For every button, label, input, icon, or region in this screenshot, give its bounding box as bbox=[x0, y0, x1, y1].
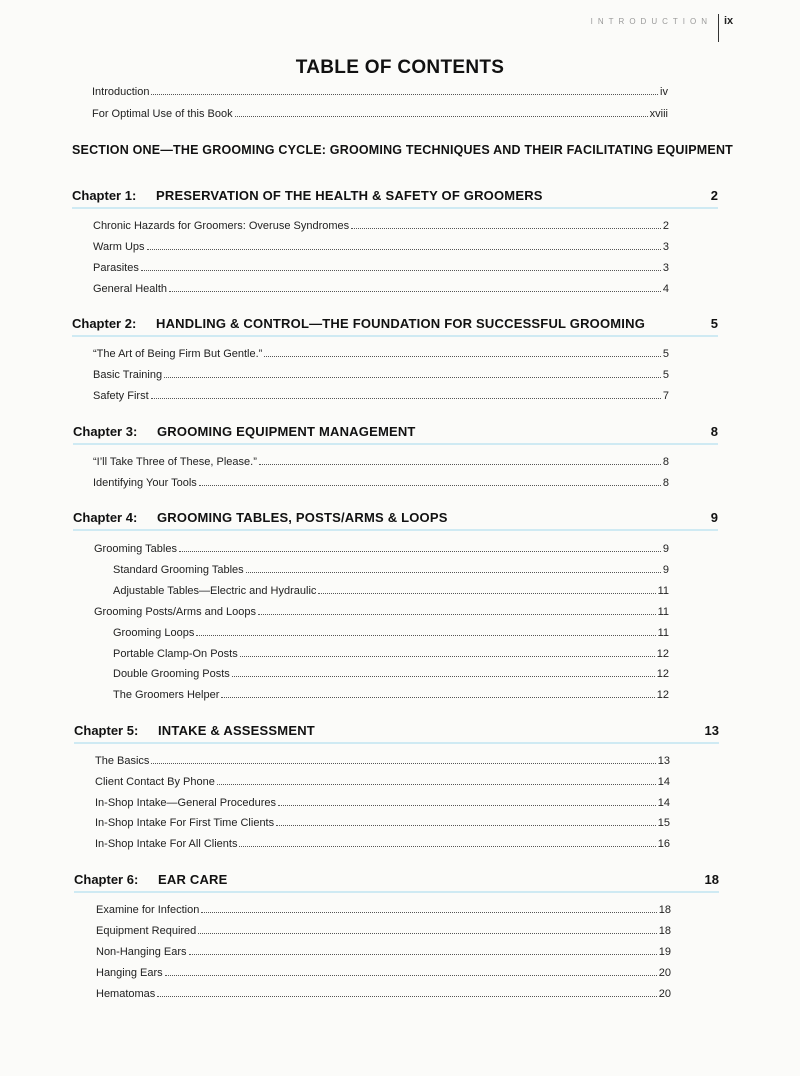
toc-entry-page: 20 bbox=[658, 967, 671, 979]
toc-entry-title: Safety First bbox=[93, 390, 149, 402]
toc-entry-page: 2 bbox=[662, 220, 669, 232]
toc-entry-title: Equipment Required bbox=[96, 925, 197, 937]
chapter-title: GROOMING TABLES, POSTS/ARMS & LOOPS bbox=[157, 510, 448, 525]
toc-entry-page: xviii bbox=[649, 108, 668, 120]
chapter-title: PRESERVATION OF THE HEALTH & SAFETY OF GROOMERS bbox=[156, 188, 543, 203]
running-header bbox=[0, 14, 800, 44]
chapter-label: Chapter 5: bbox=[74, 723, 139, 738]
chapter-underline bbox=[72, 207, 718, 209]
toc-entry-page: 12 bbox=[656, 668, 669, 680]
chapter-page: 9 bbox=[710, 510, 718, 525]
dot-leader bbox=[141, 269, 661, 271]
toc-entry-page: 14 bbox=[657, 776, 670, 788]
dot-leader bbox=[189, 953, 657, 955]
toc-entry[interactable] bbox=[93, 342, 669, 360]
toc-entry-page: 19 bbox=[658, 946, 671, 958]
chapter-heading[interactable] bbox=[74, 872, 719, 894]
toc-entry-page: 18 bbox=[658, 925, 671, 937]
toc-entry-title: “I’ll Take Three of These, Please.” bbox=[93, 456, 257, 468]
toc-entry[interactable] bbox=[96, 982, 671, 1000]
chapter-underline bbox=[74, 742, 719, 744]
chapter-page: 18 bbox=[704, 872, 719, 887]
page-title: TABLE OF CONTENTS bbox=[295, 57, 505, 78]
toc-entry-title: Standard Grooming Tables bbox=[113, 564, 244, 576]
toc-entry-title: Introduction bbox=[92, 86, 150, 98]
dot-leader bbox=[165, 974, 657, 976]
toc-entry-title: The Groomers Helper bbox=[113, 689, 220, 701]
dot-leader bbox=[201, 911, 656, 913]
chapter-label: Chapter 3: bbox=[73, 424, 138, 439]
dot-leader bbox=[221, 696, 654, 698]
toc-entry-title: In-Shop Intake For First Time Clients bbox=[95, 817, 275, 829]
toc-entry-page: 8 bbox=[662, 456, 669, 468]
chapter-label: Chapter 4: bbox=[73, 510, 138, 525]
toc-subentry[interactable] bbox=[113, 662, 669, 680]
toc-entry-page: 12 bbox=[656, 648, 669, 660]
toc-entry-title: In-Shop Intake—General Procedures bbox=[95, 797, 276, 809]
dot-leader bbox=[147, 248, 661, 250]
toc-entry-title: Parasites bbox=[93, 262, 139, 274]
toc-entry-page: 5 bbox=[662, 348, 669, 360]
toc-entry-page: 18 bbox=[658, 904, 671, 916]
toc-entry-title: For Optimal Use of this Book bbox=[92, 108, 233, 120]
toc-entry-title: Chronic Hazards for Groomers: Overuse Syndromes bbox=[93, 220, 350, 232]
dot-leader bbox=[258, 613, 656, 615]
toc-entry-title: Portable Clamp-On Posts bbox=[113, 648, 238, 660]
chapter-page: 8 bbox=[710, 424, 718, 439]
dot-leader bbox=[198, 932, 656, 934]
dot-leader bbox=[278, 804, 656, 806]
chapter-label: Chapter 6: bbox=[74, 872, 139, 887]
dot-leader bbox=[179, 550, 661, 552]
toc-entry-title: Non-Hanging Ears bbox=[96, 946, 187, 958]
dot-leader bbox=[276, 824, 656, 826]
dot-leader bbox=[318, 592, 655, 594]
toc-entry[interactable] bbox=[93, 214, 669, 232]
toc-entry[interactable] bbox=[93, 256, 669, 274]
toc-entry[interactable] bbox=[95, 749, 670, 767]
toc-entry-title: Client Contact By Phone bbox=[95, 776, 215, 788]
toc-subentry[interactable] bbox=[113, 642, 669, 660]
toc-entry-title: Double Grooming Posts bbox=[113, 668, 230, 680]
toc-entry-title: Grooming Loops bbox=[113, 627, 195, 639]
toc-entry[interactable] bbox=[96, 961, 671, 979]
chapter-title: INTAKE & ASSESSMENT bbox=[158, 723, 315, 738]
dot-leader bbox=[151, 93, 658, 95]
page-number: ix bbox=[724, 15, 734, 27]
toc-entry-page: 7 bbox=[662, 390, 669, 402]
chapter-heading[interactable] bbox=[72, 188, 718, 210]
chapter-page: 5 bbox=[710, 316, 718, 331]
dot-leader bbox=[164, 376, 661, 378]
chapter-title: EAR CARE bbox=[158, 872, 228, 887]
toc-entry-page: 14 bbox=[657, 797, 670, 809]
toc-entry-title: The Basics bbox=[95, 755, 150, 767]
dot-leader bbox=[246, 571, 661, 573]
chapter-page: 2 bbox=[710, 188, 718, 203]
toc-entry[interactable] bbox=[94, 600, 669, 618]
chapter-underline bbox=[73, 529, 718, 531]
toc-subentry[interactable] bbox=[113, 683, 669, 701]
toc-entry[interactable] bbox=[96, 919, 671, 937]
toc-entry-page: 3 bbox=[662, 241, 669, 253]
dot-leader bbox=[239, 845, 655, 847]
toc-entry-page: 9 bbox=[662, 564, 669, 576]
chapter-underline bbox=[72, 335, 718, 337]
toc-entry-page: 11 bbox=[657, 606, 669, 618]
toc-entry-page: 3 bbox=[662, 262, 669, 274]
dot-leader bbox=[259, 463, 661, 465]
toc-entry-title: General Health bbox=[93, 283, 167, 295]
chapter-title: HANDLING & CONTROL—THE FOUNDATION FOR SUCCESSFUL GROOMING bbox=[156, 316, 646, 331]
toc-entry-title: Adjustable Tables—Electric and Hydraulic bbox=[113, 585, 317, 597]
toc-entry-title: Hematomas bbox=[96, 988, 156, 1000]
toc-entry[interactable] bbox=[96, 940, 671, 958]
chapter-underline bbox=[74, 891, 719, 893]
dot-leader bbox=[351, 227, 661, 229]
dot-leader bbox=[199, 484, 661, 486]
chapter-heading[interactable] bbox=[73, 424, 718, 446]
running-header-label: INTRODUCTION bbox=[590, 17, 712, 26]
chapter-heading[interactable] bbox=[73, 510, 718, 532]
toc-entry-title: Grooming Tables bbox=[94, 543, 177, 555]
toc-entry-page: iv bbox=[660, 86, 668, 98]
chapter-heading[interactable] bbox=[74, 723, 719, 745]
toc-entry[interactable] bbox=[96, 898, 671, 916]
toc-subentry[interactable] bbox=[113, 579, 669, 597]
toc-subentry[interactable] bbox=[113, 621, 669, 639]
toc-entry-page: 15 bbox=[657, 817, 670, 829]
toc-entry[interactable] bbox=[95, 770, 670, 788]
toc-subentry[interactable] bbox=[113, 558, 669, 576]
toc-entry-title: Warm Ups bbox=[93, 241, 145, 253]
toc-entry[interactable] bbox=[93, 471, 669, 489]
dot-leader bbox=[196, 634, 655, 636]
toc-entry-page: 20 bbox=[658, 988, 671, 1000]
toc-entry[interactable] bbox=[93, 363, 669, 381]
toc-entry[interactable] bbox=[92, 80, 668, 98]
toc-entry[interactable] bbox=[93, 384, 669, 402]
chapter-title: GROOMING EQUIPMENT MANAGEMENT bbox=[157, 424, 416, 439]
toc-entry-page: 9 bbox=[662, 543, 669, 555]
section-heading: SECTION ONE—THE GROOMING CYCLE: GROOMING TECHNIQUES AND THEIR FACILITATING EQUIPMENT bbox=[72, 143, 734, 157]
toc-entry-title: Grooming Posts/Arms and Loops bbox=[94, 606, 257, 618]
dot-leader bbox=[151, 762, 655, 764]
dot-leader bbox=[151, 397, 661, 399]
dot-leader bbox=[217, 783, 656, 785]
toc-entry[interactable] bbox=[95, 811, 670, 829]
running-header-rule bbox=[718, 14, 719, 42]
toc-entry[interactable] bbox=[93, 277, 669, 295]
toc-entry-page: 16 bbox=[657, 838, 670, 850]
chapter-label: Chapter 1: bbox=[72, 188, 137, 203]
toc-entry[interactable] bbox=[95, 791, 670, 809]
dot-leader bbox=[264, 355, 661, 357]
toc-entry-page: 12 bbox=[656, 689, 669, 701]
toc-entry[interactable] bbox=[95, 832, 670, 850]
toc-entry-page: 13 bbox=[657, 755, 670, 767]
toc-entry-title: Hanging Ears bbox=[96, 967, 163, 979]
toc-entry-title: Basic Training bbox=[93, 369, 163, 381]
toc-entry[interactable] bbox=[93, 450, 669, 468]
toc-entry-page: 11 bbox=[657, 585, 669, 597]
chapter-page: 13 bbox=[704, 723, 719, 738]
dot-leader bbox=[235, 115, 648, 117]
chapter-heading[interactable] bbox=[72, 316, 718, 338]
chapter-underline bbox=[73, 443, 718, 445]
toc-entry-page: 4 bbox=[662, 283, 669, 295]
toc-entry[interactable] bbox=[92, 102, 668, 120]
dot-leader bbox=[232, 675, 655, 677]
dot-leader bbox=[240, 655, 655, 657]
toc-entry-page: 5 bbox=[662, 369, 669, 381]
toc-entry-page: 11 bbox=[657, 627, 669, 639]
toc-entry-title: “The Art of Being Firm But Gentle.” bbox=[93, 348, 263, 360]
toc-entry-title: In-Shop Intake For All Clients bbox=[95, 838, 238, 850]
toc-entry[interactable] bbox=[93, 235, 669, 253]
toc-entry-page: 8 bbox=[662, 477, 669, 489]
toc-entry-title: Identifying Your Tools bbox=[93, 477, 197, 489]
toc-entry[interactable] bbox=[94, 537, 669, 555]
dot-leader bbox=[169, 290, 661, 292]
toc-entry-title: Examine for Infection bbox=[96, 904, 200, 916]
dot-leader bbox=[157, 995, 656, 997]
chapter-label: Chapter 2: bbox=[72, 316, 137, 331]
